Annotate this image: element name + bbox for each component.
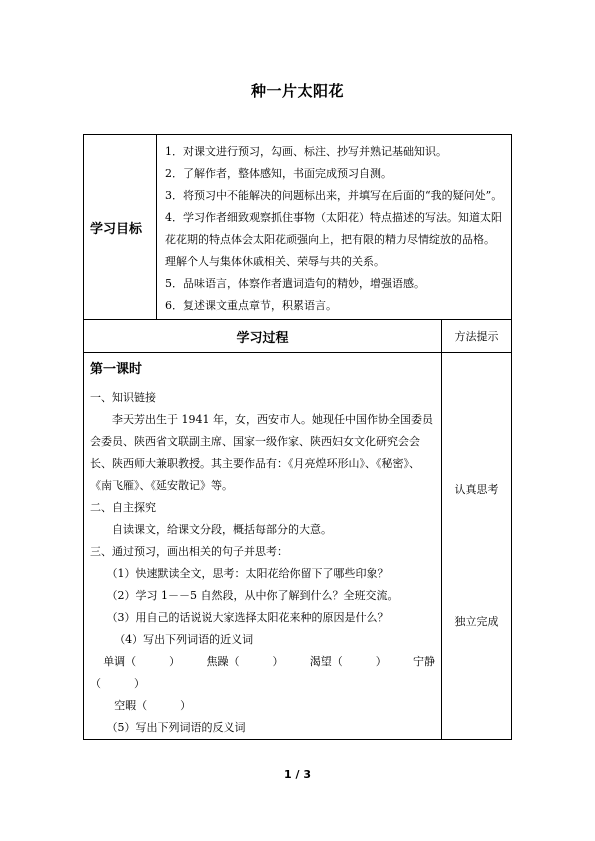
tips-column — [442, 353, 512, 740]
question-item: （1）快速默读全文，思考：太阳花给你留下了哪些印象？ — [106, 567, 389, 580]
author-intro: 李天芳出生于 1941 年，女，西安市人。她现任中国作协全国委员会委员、陕西省文联副主席、国家一级作家、陕西妇女文化研究会会长、陕西师大兼职教授。其主要作品有：《月亮煌环形山》、《秘密》、《南飞雁》、《延安散记》等。 — [90, 413, 433, 492]
question-item: （5）写出下列词语的反义词 — [106, 721, 246, 734]
objectives-row — [84, 135, 512, 320]
document-title: 种一片太阳花 — [250, 82, 344, 100]
lesson-plan-table — [83, 134, 512, 740]
tip-think: 认真思考 — [454, 483, 499, 496]
section-text: 自读课文，给课文分段，概括每部分的大意。 — [112, 523, 332, 536]
page-number: 1 / 3 — [284, 768, 311, 781]
section-title: 一、知识链接 — [90, 391, 156, 404]
process-header: 学习过程 — [84, 320, 442, 353]
word-blank: （ ） — [90, 677, 145, 690]
objective-item: 1．对课文进行预习，勾画、标注、抄写并熟记基础知识。 — [165, 145, 447, 158]
process-content — [84, 353, 442, 740]
process-content-row — [84, 353, 512, 740]
tip-independent: 独立完成 — [454, 615, 499, 628]
question-item: （3）用自己的话说说大家选择太阳花来种的原因是什么？ — [106, 611, 389, 624]
question-item: （4）写出下列词语的近义词 — [114, 633, 254, 646]
question-item: （2）学习 1－－5 自然段，从中你了解到什么？全班交流。 — [106, 589, 399, 602]
lesson-title: 第一课时 — [90, 362, 143, 377]
section-title: 二、自主探究 — [90, 501, 156, 514]
word-blank: 空暇（ ） — [114, 699, 192, 712]
process-header-row — [84, 320, 512, 353]
word-blank: 渴望（ ） — [309, 655, 387, 668]
objective-item: 4．学习作者细致观察抓住事物（太阳花）特点描述的写法。知道太阳花花期的特点体会太阳花顽强向上，把有限的精力尽情绽放的品格。理解个人与集体休戚相关、荣辱与共的关系。 — [165, 211, 502, 268]
objective-item: 5．品味语言，体察作者遣词造句的精妙，增强语感。 — [165, 277, 425, 290]
word-blank: 单调（ ） — [103, 655, 181, 668]
word-blank: 宁静 — [412, 655, 435, 668]
objective-item: 2．了解作者，整体感知，书面完成预习自测。 — [165, 167, 392, 180]
objectives-cell — [157, 135, 512, 320]
section-title: 三、通过预习，画出相关的句子并思考： — [90, 545, 288, 558]
objective-item: 3．将预习中不能解决的问题标出来，并填写在后面的“我的疑问处”。 — [165, 189, 503, 202]
objective-item: 6．复述课文重点章节，积累语言。 — [165, 299, 337, 312]
word-blank: 焦躁（ ） — [206, 655, 284, 668]
objectives-label: 学习目标 — [84, 135, 157, 320]
tips-header: 方法提示 — [442, 320, 512, 353]
synonym-words — [90, 651, 435, 673]
